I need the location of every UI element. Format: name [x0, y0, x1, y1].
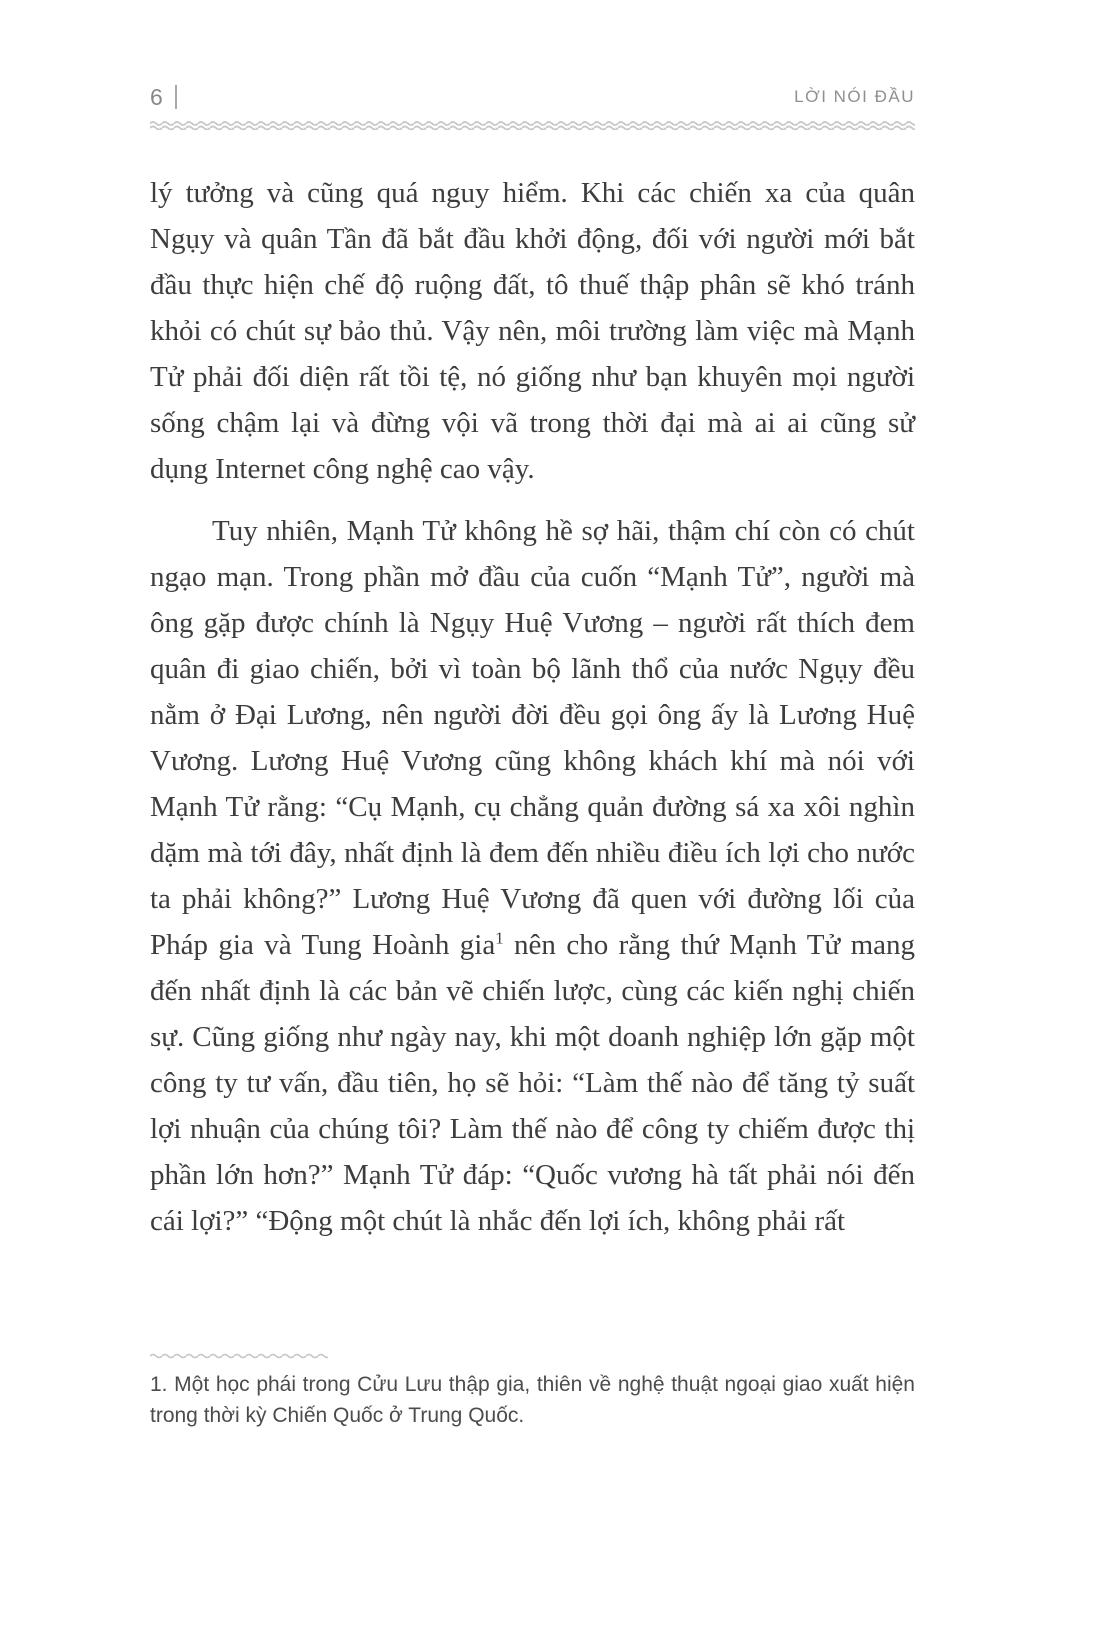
- page-number: 6: [150, 83, 163, 110]
- page-header: [150, 85, 915, 109]
- paragraph-2: [150, 508, 915, 1244]
- paragraph-2-text-continued: nên cho rằng thứ Mạnh Tử mang đến nhất định là các bản vẽ chiến lược, cùng các kiến nghị chiến sự. Cũng giống như ngày nay, khi một doanh nghiệp lớn gặp một công ty tư vấn, đầu tiên, họ sẽ hỏi: “Làm thế nào để tăng tỷ suất lợi nhuận của chúng tôi? Làm thế nào để công ty chiếm được thị phần lớn hơn?” Mạnh Tử đáp: “Quốc vương hà tất phải nói đến cái lợi?” “Động một chút là nhắc đến lợi ích, không phải rất: [150, 929, 915, 1237]
- footnote-reference: 1: [495, 928, 504, 948]
- footnote-text: 1. Một học phái trong Cửu Lưu thập gia, thiên về nghệ thuật ngoại giao xuất hiện trong thời kỳ Chiến Quốc ở Trung Quốc.: [150, 1373, 915, 1427]
- header-separator-bar: [175, 85, 177, 109]
- paragraph-1: lý tưởng và cũng quá nguy hiểm. Khi các chiến xa của quân Ngụy và quân Tần đã bắt đầu khởi động, đối với người mới bắt đầu thực hiện chế độ ruộng đất, tô thuế thập phân sẽ khó tránh khỏi có chút sự bảo thủ. Vậy nên, môi trường làm việc mà Mạnh Tử phải đối diện rất tồi tệ, nó giống như bạn khuyên mọi người sống chậm lại và đừng vội vã trong thời đại mà ai ai cũng sử dụng Internet công nghệ cao vậy.: [150, 177, 915, 485]
- running-header-title: LỜI NÓI ĐẦU: [794, 87, 915, 106]
- footnote-divider-wave: [150, 1352, 328, 1359]
- page-body: [150, 170, 915, 1244]
- page-number-group: [150, 85, 177, 109]
- footnote-area: [150, 1352, 915, 1431]
- header-divider-wave: [150, 120, 915, 130]
- paragraph-2-text: Tuy nhiên, Mạnh Tử không hề sợ hãi, thậm chí còn có chút ngạo mạn. Trong phần mở đầu của cuốn “Mạnh Tử”, người mà ông gặp được chính là Ngụy Huệ Vương – người rất thích đem quân đi giao chiến, bởi vì toàn bộ lãnh thổ của nước Ngụy đều nằm ở Đại Lương, nên người đời đều gọi ông ấy là Lương Huệ Vương. Lương Huệ Vương cũng không khách khí mà nói với Mạnh Tử rằng: “Cụ Mạnh, cụ chẳng quản đường sá xa xôi nghìn dặm mà tới đây, nhất định là đem đến nhiều điều ích lợi cho nước ta phải không?” Lương Huệ Vương đã quen với đường lối của Pháp gia và Tung Hoành gia: [150, 515, 915, 961]
